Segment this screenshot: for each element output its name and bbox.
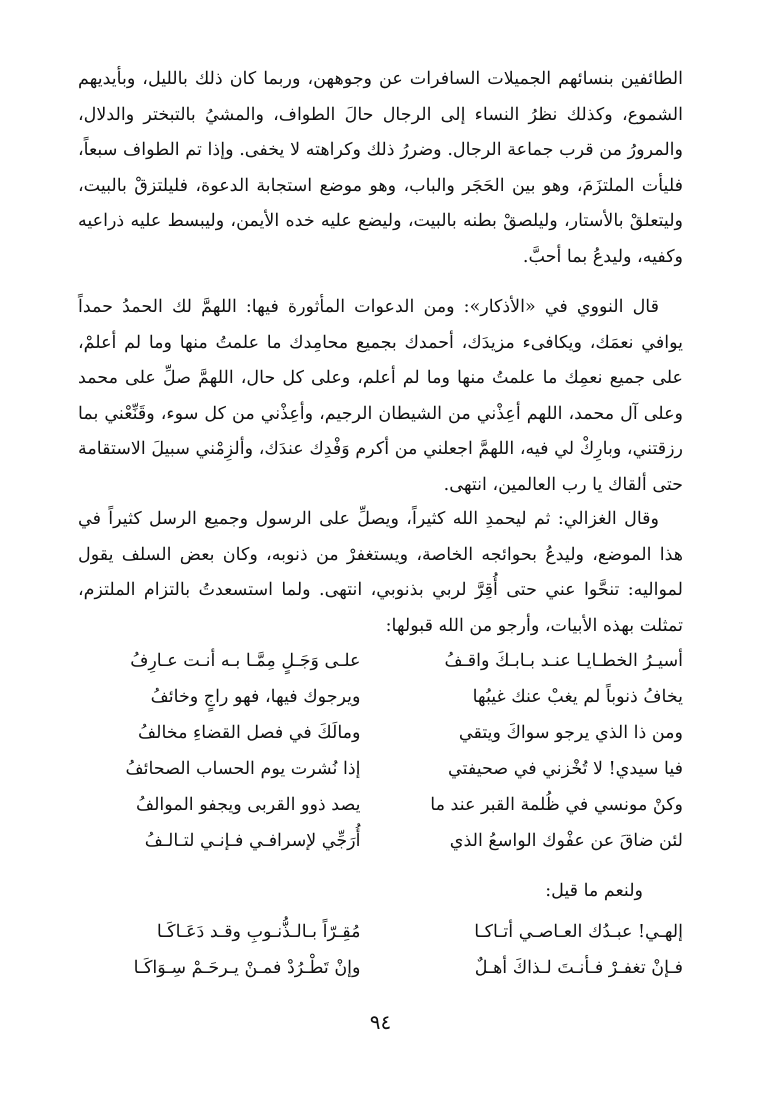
poem-verse — [78, 950, 683, 986]
page-number: ٩٤ — [369, 1010, 392, 1034]
poem-first — [78, 643, 683, 859]
verse-second-hemistich: ويرجوك فيها، فهو راجٍ وخائفُ — [150, 687, 361, 707]
poem-verse — [78, 914, 683, 950]
poem-verse — [78, 679, 683, 715]
paragraph-block-3 — [78, 502, 683, 644]
paragraph-block-1 — [78, 62, 683, 275]
verse-second-hemistich: علـى وَجَـلٍ مِمَّـا بـه أنـت عـارِفُ — [130, 651, 361, 671]
poem-second — [78, 914, 683, 986]
verse-first-hemistich: أسيـرُ الخطـايـا عنـد بـابـكَ واقـفُ — [444, 651, 683, 671]
verse-second-hemistich: يصد ذوو القربى ويجفو الموالفُ — [135, 795, 361, 815]
poem-verse — [78, 643, 683, 679]
verse-second-hemistich: وإنْ تَطْـرُدْ فمـنْ يـرحَـمْ سِـوَاكَـا — [133, 958, 361, 978]
paragraph-ghazali: وقال الغزالي: ثم ليحمدِ الله كثيراً، ويصلِّ على الرسول وجميع الرسل كثيراً في هذا الموضع، وليدعُ بحوائجه الخاصة، ويستغفرْ من ذنوبه، وكان بعض السلف يقول لمواليه: تنحَّوا عني حتى أُقِرَّ لربي بذنوبي، انتهى. ولما استسعدتُ بالتزام الملتزم، تمثلت بهذه الأبيات، وأرجو من الله قبولها: — [78, 509, 683, 636]
verse-first-hemistich: فيا سيدي! لا تُخْزني في صحيفتي — [447, 759, 683, 779]
verse-second-hemistich: ومالَكَ في فصل القضاءِ مخالفُ — [138, 723, 361, 743]
paragraph-tawaf: الطائفين بنسائهم الجميلات السافرات عن وجوههن، وربما كان ذلك بالليل، وبأيديهم الشموع، وكذلك نظرُ النساء إلى الرجال حالَ الطواف، والمشيُ بالتبختر والدلال، والمرورُ من قرب جماعة الرجال. وضررُ ذلك وكراهته لا يخفى. وإذا تم الطواف سبعاً، فليأت الملتزَمَ، وهو بين الحَجَر والباب، وهو موضع استجابة الدعوة، فليلتزقْ بالبيت، وليتعلقْ بالأستار، وليلصقْ بطنه بالبيت، وليضع عليه خده الأيمن، وليبسط عليه ذراعيه وكفيه، وليدعُ بما أحبَّ. — [78, 69, 683, 267]
verse-first-hemistich: إلهـي! عبـدُك العـاصـي أتـاكـا — [474, 922, 683, 942]
poem-verse — [78, 715, 683, 751]
paragraph-nawawi-dua: قال النووي في «الأذكار»: ومن الدعوات المأثورة فيها: اللهمَّ لك الحمدُ حمداً يوافي نعمَك، ويكافىء مزيدَك، أحمدك بجميع محامِدك ما علمتُ منها وما لم أعلمْ، على جميع نعمِك ما علمتُ منها وما لم أعلم، وعلى كل حال، اللهمَّ صلِّ على محمد وعلى آل محمد، اللهم أعِذْني من الشيطان الرجيم، وأعِذْني من كل سوء، وقَنِّعْني بما رزقتني، وبارِكْ لي فيه، اللهمَّ اجعلني من أكرم وَفْدِك عندَك، وألزِمْني سبيلَ الاستقامة حتى ألقاك يا رب العالمين، انتهى. — [78, 297, 683, 495]
poem-intro: ولنعم ما قيل: — [545, 881, 643, 901]
verse-first-hemistich: فـإنْ تغفـرْ فـأنـتَ لـذاكَ أهـلٌ — [474, 958, 683, 978]
verse-second-hemistich: إذا نُشرت يوم الحساب الصحائفُ — [125, 759, 361, 779]
verse-second-hemistich: أُرَجِّي لإسرافـي فـإنـي لتـالـفُ — [144, 831, 361, 851]
verse-first-hemistich: وكنْ مونسي في ظُلمة القبر عند ما — [430, 795, 683, 815]
verse-second-hemistich: مُقِـرّاً بـالـذُّنـوبِ وقـد دَعَـاكَـا — [156, 922, 361, 942]
verse-first-hemistich: لئن ضاقَ عن عفْوك الواسعُ الذي — [449, 831, 683, 851]
verse-first-hemistich: ومن ذا الذي يرجو سواكَ ويتقي — [458, 723, 683, 743]
poem-verse — [78, 751, 683, 787]
paragraph-block-2 — [78, 290, 683, 503]
poem-verse — [78, 823, 683, 859]
poem-verse — [78, 787, 683, 823]
verse-first-hemistich: يخافُ ذنوباً لم يغبْ عنك غيبُها — [472, 687, 683, 707]
